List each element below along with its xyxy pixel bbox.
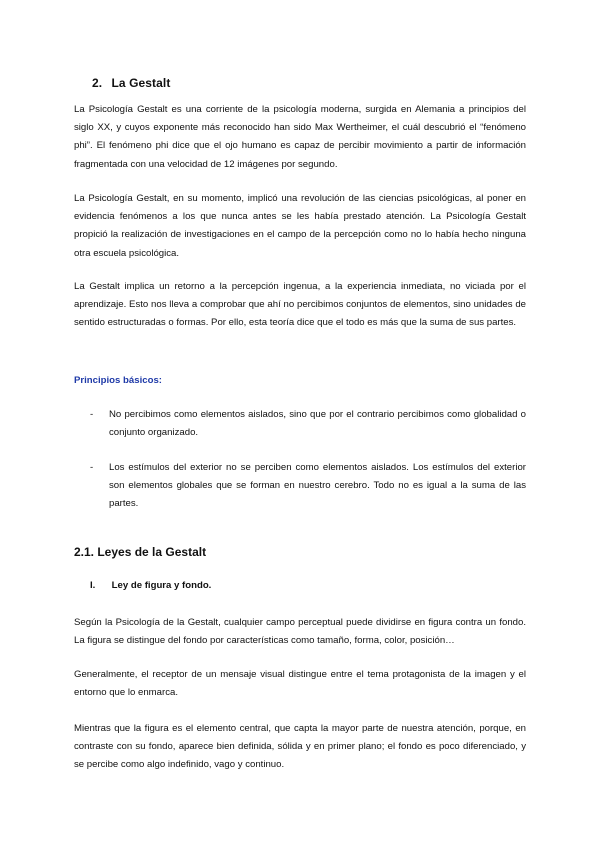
paragraph-perception: La Gestalt implica un retorno a la percepción ingenua, a la experiencia inmediata, no viciada por el aprendizaje. Esto nos lleva a comprobar que ahí no percibimos conjuntos de elementos, sino unidades de sentido estructuradas o formas. Por ello, esta teoría dice que el todo es más que la suma de sus partes.	[74, 281, 526, 329]
paragraph-revolution: La Psicología Gestalt, en su momento, implicó una revolución de las ciencias psicológicas, al poner en evidencia fenómenos a los que nunca antes se les había prestado atención. La Psicología Gestalt propició la realización de investigaciones en el campo de la percepción como no lo había hecho ninguna otra escuela psicológica.	[74, 193, 526, 259]
paragraph-receptor: Generalmente, el receptor de un mensaje visual distingue entre el tema protagonista de la imagen y el entorno que lo enmarca.	[74, 669, 526, 699]
bullet-dash: -	[90, 409, 94, 420]
paragraph-figure-ground: Según la Psicología de la Gestalt, cualquier campo perceptual puede dividirse en figura contra un fondo. La figura se distingue del fondo por características como tamaño, forma, color, posición…	[74, 617, 526, 647]
section-title: La Gestalt	[111, 76, 171, 90]
paragraph-figure-center: Mientras que la figura es el elemento central, que capta la mayor parte de nuestra atención, porque, en contraste con su fondo, aparece bien definida, sólida y en primer plano; el fondo es poco diferenciado, y se percibe como algo indefinido, vago y continuo.	[74, 723, 526, 771]
paragraph-intro: La Psicología Gestalt es una corriente de la psicología moderna, surgida en Alemania a principios del siglo XX, y cuyos exponente más reconocido han sido Max Wertheimer, el cuál descubrió el “fenómeno phi”. El fenómeno phi dice que el ojo humano es capaz de percibir movimiento a partir de información fragmentada con una velocidad de 12 imágenes por segundo.	[74, 104, 526, 170]
law-heading	[90, 580, 211, 591]
principle-text: Los estímulos del exterior no se perciben como elementos aislados. Los estímulos del exterior son elementos globales que se forman en nuestro cerebro. Todo no es igual a la suma de las partes.	[109, 462, 526, 510]
principles-heading: Principios básicos:	[74, 375, 162, 386]
subsection-title: 2.1. Leyes de la Gestalt	[74, 545, 207, 559]
bullet-dash: -	[90, 462, 94, 473]
law-title: Ley de figura y fondo.	[111, 580, 212, 591]
principle-text: No percibimos como elementos aislados, sino que por el contrario percibimos como globalidad o conjunto organizado.	[109, 409, 526, 439]
law-numeral: I.	[90, 580, 96, 591]
section-number: 2.	[92, 76, 103, 90]
section-heading	[92, 76, 170, 90]
